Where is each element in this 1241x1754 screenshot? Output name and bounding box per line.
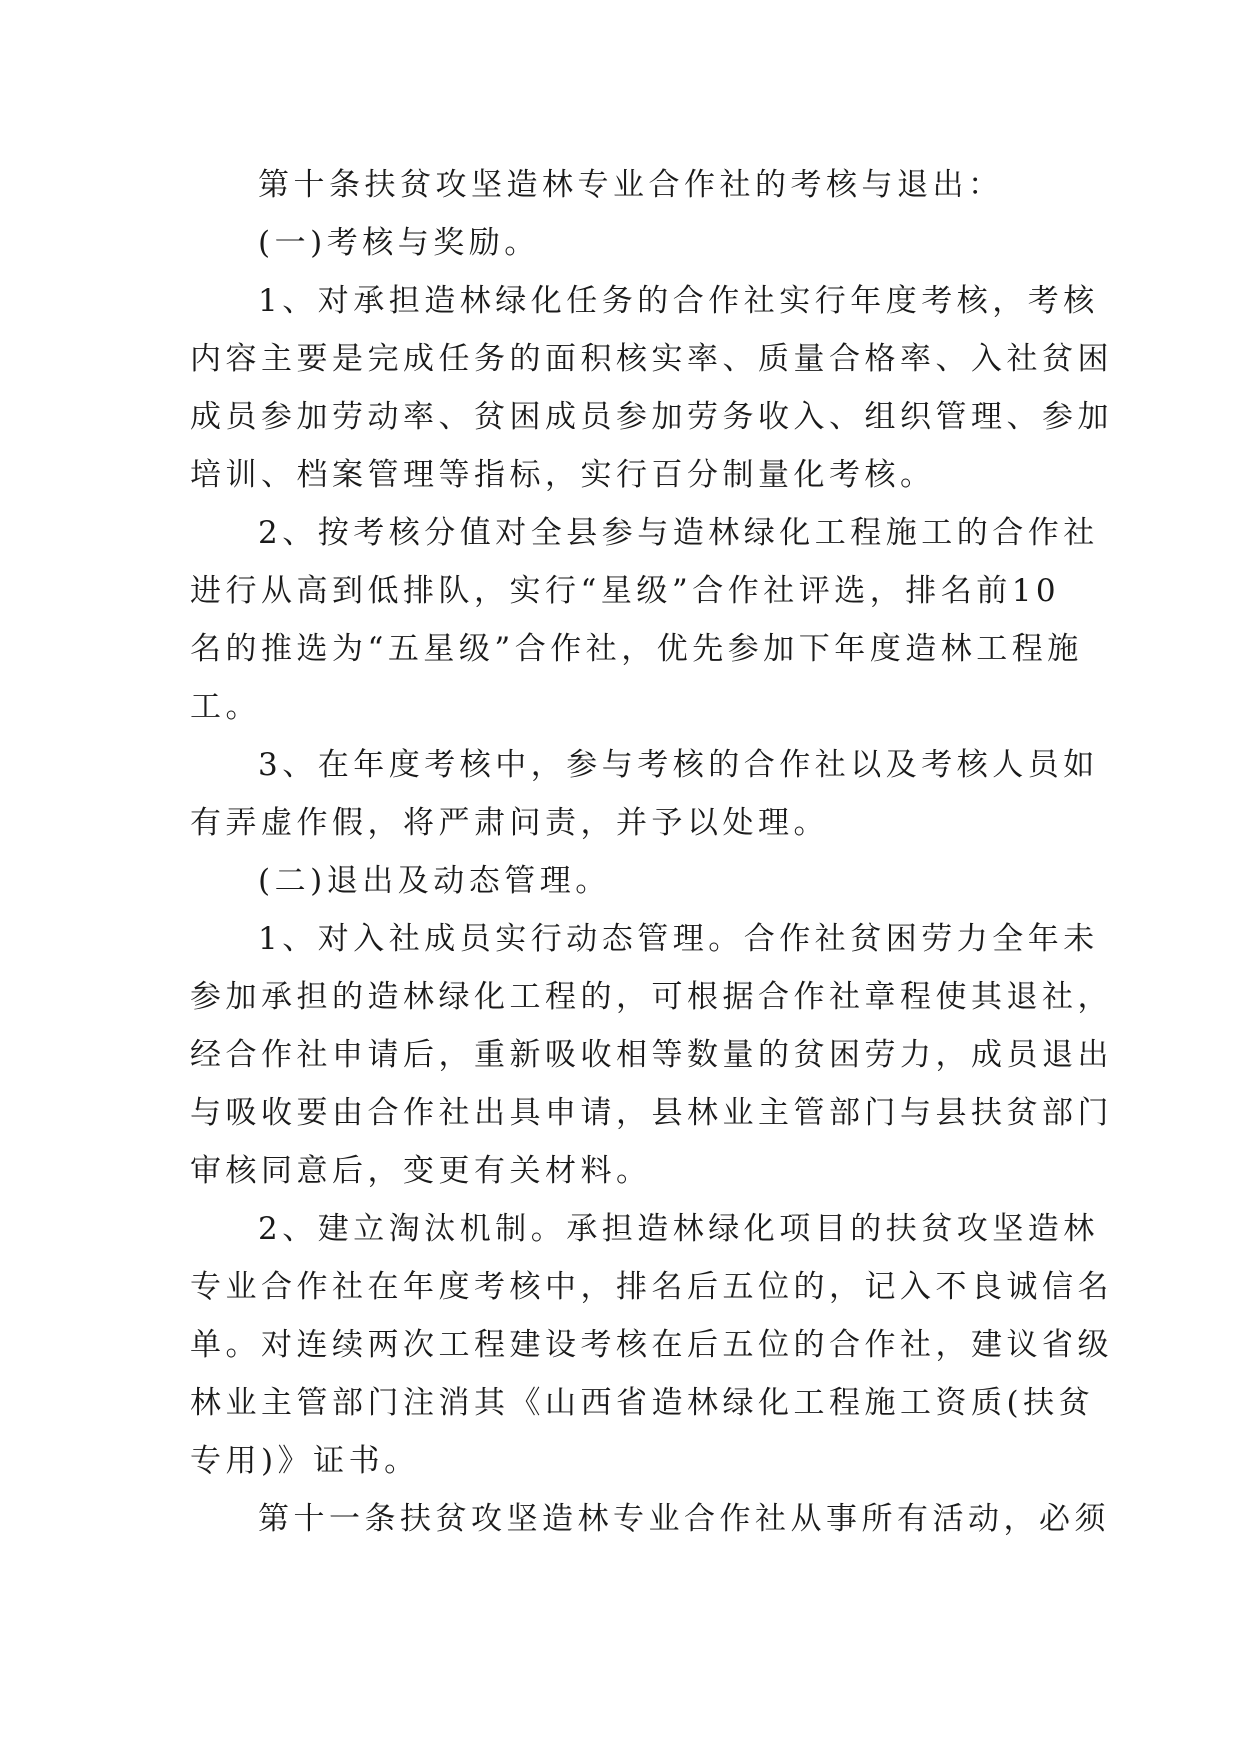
paragraph-line: 培训、档案管理等指标，实行百分制量化考核。 [190, 457, 936, 493]
paragraph-line: 工。 [190, 689, 261, 725]
paragraph-line: 经合作社申请后，重新吸收相等数量的贫困劳力，成员退出 [190, 1037, 1113, 1073]
paragraph-line: 内容主要是完成任务的面积核实率、质量合格率、入社贫困 [190, 341, 1113, 377]
paragraph-line: 1、对承担造林绿化任务的合作社实行年度考核，考核 [258, 283, 1099, 319]
paragraph-line: 专用)》证书。 [190, 1443, 420, 1479]
paragraph-line: 成员参加劳动率、贫困成员参加劳务收入、组织管理、参加 [190, 399, 1113, 435]
section-2-heading: (二)退出及动态管理。 [258, 863, 611, 899]
document-body [190, 156, 1113, 1548]
paragraph-line: 参加承担的造林绿化工程的，可根据合作社章程使其退社， [190, 979, 1113, 1015]
paragraph-line: 2、按考核分值对全县参与造林绿化工程施工的合作社 [258, 515, 1099, 551]
article-10-heading: 第十条扶贫攻坚造林专业合作社的考核与退出： [258, 167, 1004, 203]
section-1-heading: (一)考核与奖励。 [258, 225, 540, 261]
paragraph-line: 进行从高到低排队，实行“星级”合作社评选，排名前10 [190, 573, 1061, 609]
paragraph-line: 3、在年度考核中，参与考核的合作社以及考核人员如 [258, 747, 1099, 783]
paragraph-line: 名的推选为“五星级”合作社，优先参加下年度造林工程施 [190, 631, 1083, 667]
paragraph-line: 有弄虚作假，将严肃问责，并予以处理。 [190, 805, 829, 841]
paragraph-line: 1、对入社成员实行动态管理。合作社贫困劳力全年未 [258, 921, 1099, 957]
paragraph-line: 专业合作社在年度考核中，排名后五位的，记入不良诚信名 [190, 1269, 1113, 1305]
paragraph-line: 单。对连续两次工程建设考核在后五位的合作社，建议省级 [190, 1327, 1113, 1363]
article-11-heading: 第十一条扶贫攻坚造林专业合作社从事所有活动，必须 [258, 1501, 1110, 1537]
paragraph-line: 与吸收要由合作社出具申请，县林业主管部门与县扶贫部门 [190, 1095, 1113, 1131]
paragraph-line: 2、建立淘汰机制。承担造林绿化项目的扶贫攻坚造林 [258, 1211, 1099, 1247]
paragraph-line: 审核同意后，变更有关材料。 [190, 1153, 652, 1189]
paragraph-line: 林业主管部门注消其《山西省造林绿化工程施工资质(扶贫 [190, 1385, 1095, 1421]
